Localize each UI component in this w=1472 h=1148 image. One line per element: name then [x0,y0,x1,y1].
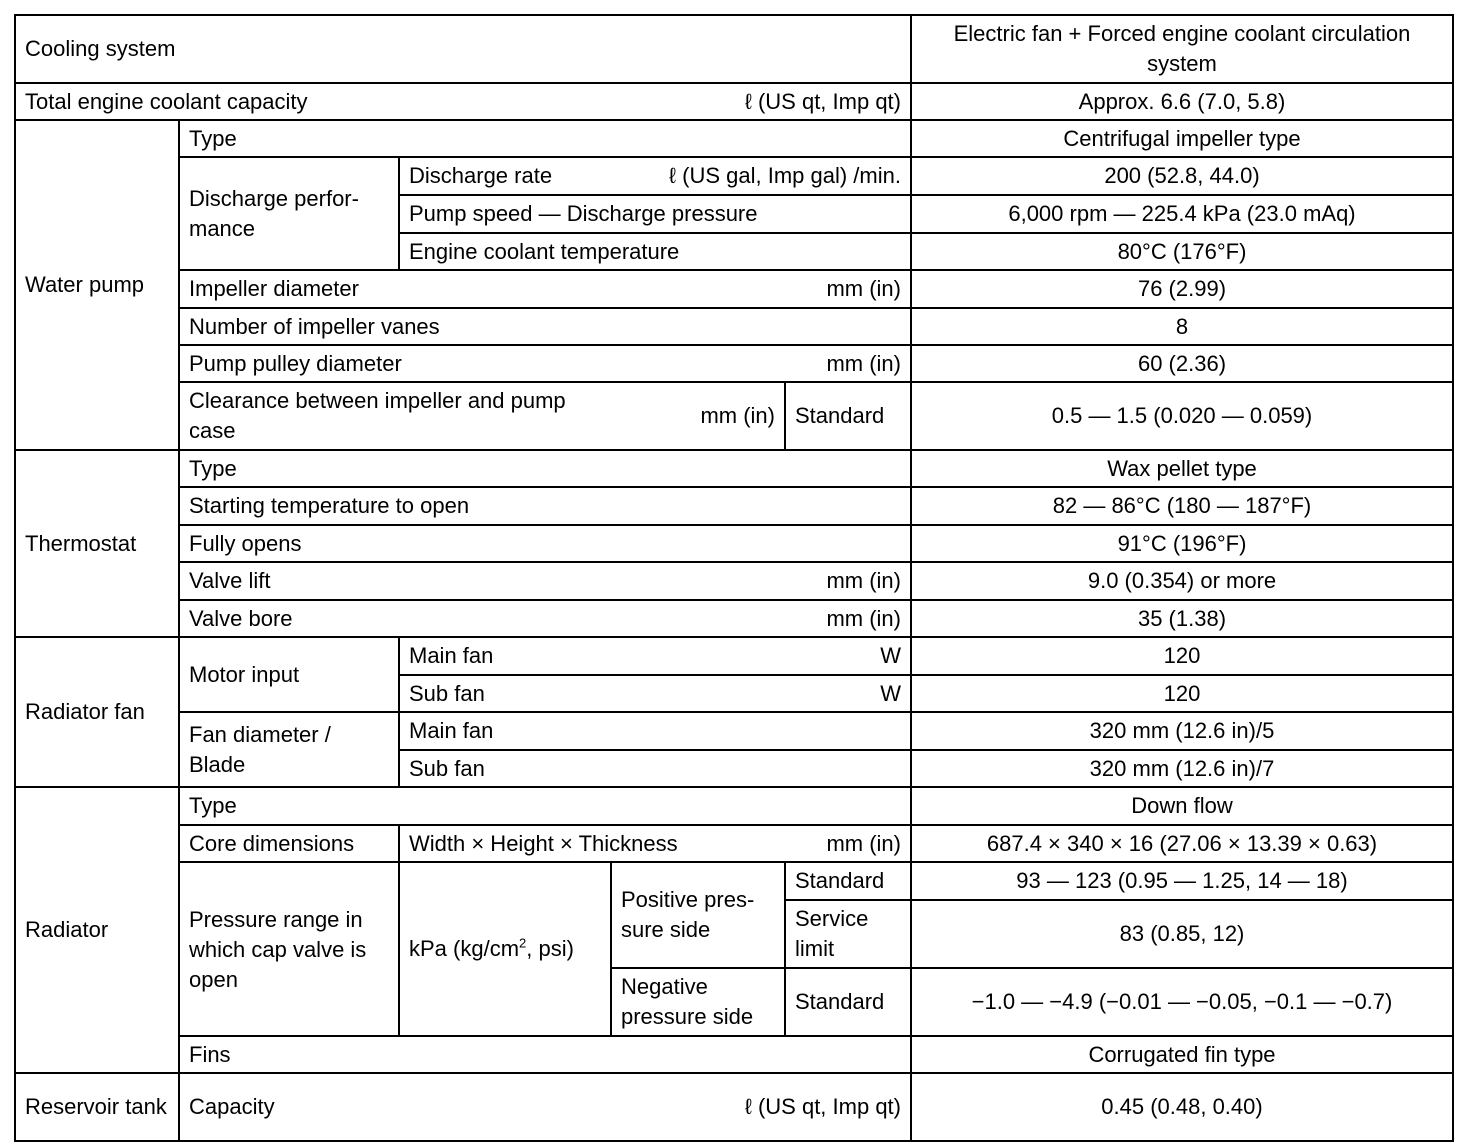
positive-standard-value: 93 — 123 (0.95 — 1.25, 14 — 18) [911,862,1453,900]
clearance-unit: mm (in) [700,403,775,428]
row-positive-standard [15,862,1453,900]
row-valve-bore [15,600,1453,637]
row-start-temp [15,487,1453,525]
reservoir-capacity-unit: ℓ (US qt, Imp qt) [744,1094,901,1119]
cooling-system-label: Cooling system [15,15,911,83]
row-pulley-diameter [15,345,1453,382]
pressure-unit-post: , psi) [526,936,574,961]
negative-standard-label: Standard [785,968,911,1036]
pump-speed-value: 6,000 rpm — 225.4 kPa (23.0 mAq) [911,195,1453,233]
clearance-value: 0.5 — 1.5 (0.020 — 0.059) [911,382,1453,450]
row-impeller-vanes [15,308,1453,345]
fins-value: Corrugated fin type [911,1036,1453,1073]
row-fully-opens [15,525,1453,562]
valve-bore-unit: mm (in) [826,605,901,631]
total-capacity-cell [15,83,911,120]
diameter-main-value: 320 mm (12.6 in)/5 [911,712,1453,750]
pump-type-value: Centrifugal impeller type [911,120,1453,157]
radiator-type-label: Type [179,787,911,825]
fan-diameter-label: Fan diameter / Blade [179,712,399,787]
row-impeller-diameter [15,270,1453,308]
service-limit-value: 83 (0.85, 12) [911,900,1453,968]
row-reservoir [15,1073,1453,1141]
clearance-label: Clearance between impeller and pump case [189,388,566,443]
reservoir-tank-label: Reservoir tank [15,1073,179,1141]
discharge-rate-value: 200 (52.8, 44.0) [911,157,1453,195]
negative-pressure-label: Negative pressure side [611,968,785,1036]
impeller-diameter-unit: mm (in) [826,276,901,301]
motor-sub-unit: W [880,680,901,706]
pulley-diameter-unit: mm (in) [826,350,901,376]
pulley-diameter-cell [179,345,911,382]
pressure-unit-pre: kPa (kg/cm [409,936,520,961]
row-thermostat-type [15,450,1453,487]
discharge-performance-label: Discharge perfor-mance [179,157,399,270]
radiator-type-value: Down flow [911,787,1453,825]
radiator-fan-label: Radiator fan [15,637,179,787]
diameter-sub-label: Sub fan [399,750,911,787]
start-temp-value: 82 — 86°C (180 — 187°F) [911,487,1453,525]
reservoir-capacity-label: Capacity [189,1094,275,1119]
valve-lift-unit: mm (in) [826,568,901,593]
row-cooling-system [15,15,1453,83]
impeller-vanes-label: Number of impeller vanes [179,308,911,345]
row-diameter-main [15,712,1453,750]
discharge-rate-cell [399,157,911,195]
coolant-temp-value: 80°C (176°F) [911,233,1453,270]
negative-standard-value: −1.0 — −4.9 (−0.01 — −0.05, −0.1 — −0.7) [911,968,1453,1036]
core-dimensions-value: 687.4 × 340 × 16 (27.06 × 13.39 × 0.63) [911,825,1453,862]
cooling-system-value: Electric fan + Forced engine coolant circulation system [911,15,1453,83]
impeller-diameter-label: Impeller diameter [189,276,359,301]
pressure-unit-sup: 2 [519,935,527,951]
row-motor-main [15,637,1453,675]
valve-bore-label: Valve bore [189,605,293,631]
motor-main-cell [399,637,911,675]
pulley-diameter-value: 60 (2.36) [911,345,1453,382]
cooling-spec-table [14,14,1454,1142]
clearance-cell [179,382,785,450]
radiator-label: Radiator [15,787,179,1073]
motor-sub-label: Sub fan [409,680,485,706]
service-limit-label: Service limit [785,900,911,968]
positive-standard-label: Standard [785,862,911,900]
impeller-diameter-cell [179,270,911,308]
motor-input-label: Motor input [179,637,399,712]
fully-opens-value: 91°C (196°F) [911,525,1453,562]
diameter-main-label: Main fan [399,712,911,750]
diameter-sub-value: 320 mm (12.6 in)/7 [911,750,1453,787]
thermostat-label: Thermostat [15,450,179,637]
valve-lift-cell [179,562,911,600]
reservoir-capacity-value: 0.45 (0.48, 0.40) [911,1073,1453,1141]
water-pump-label: Water pump [15,120,179,450]
total-capacity-value: Approx. 6.6 (7.0, 5.8) [911,83,1453,120]
discharge-rate-label: Discharge rate [409,163,553,188]
impeller-diameter-value: 76 (2.99) [911,270,1453,308]
core-dimensions-desc: Width × Height × Thickness [409,830,678,856]
valve-bore-cell [179,600,911,637]
pump-type-label: Type [179,120,911,157]
row-radiator-type [15,787,1453,825]
valve-lift-value: 9.0 (0.354) or more [911,562,1453,600]
core-dimensions-cell [399,825,911,862]
positive-pressure-label: Positive pres-sure side [611,862,785,968]
pressure-unit [399,862,611,1036]
core-dimensions-unit: mm (in) [826,830,901,856]
pump-speed-label: Pump speed — Discharge pressure [399,195,911,233]
row-valve-lift [15,562,1453,600]
pulley-diameter-label: Pump pulley diameter [189,350,402,376]
impeller-vanes-value: 8 [911,308,1453,345]
valve-bore-value: 35 (1.38) [911,600,1453,637]
row-clearance [15,382,1453,450]
clearance-standard-label: Standard [785,382,911,450]
total-capacity-label: Total engine coolant capacity [25,88,308,114]
motor-main-unit: W [880,643,901,668]
start-temp-label: Starting temperature to open [179,487,911,525]
valve-lift-label: Valve lift [189,568,271,593]
total-capacity-unit: ℓ (US qt, Imp qt) [744,88,901,114]
row-total-capacity [15,83,1453,120]
pressure-range-label: Pressure range in which cap valve is open [179,862,399,1036]
coolant-temp-label: Engine coolant temperature [399,233,911,270]
row-fins [15,1036,1453,1073]
thermostat-type-label: Type [179,450,911,487]
core-dimensions-label: Core dimensions [179,825,399,862]
row-core-dimensions [15,825,1453,862]
row-pump-type [15,120,1453,157]
motor-main-value: 120 [911,637,1453,675]
motor-main-label: Main fan [409,643,494,668]
discharge-rate-unit: ℓ (US gal, Imp gal) /min. [668,163,901,188]
row-discharge-rate [15,157,1453,195]
fully-opens-label: Fully opens [179,525,911,562]
motor-sub-value: 120 [911,675,1453,712]
reservoir-capacity-cell [179,1073,911,1141]
fins-label: Fins [179,1036,911,1073]
thermostat-type-value: Wax pellet type [911,450,1453,487]
motor-sub-cell [399,675,911,712]
